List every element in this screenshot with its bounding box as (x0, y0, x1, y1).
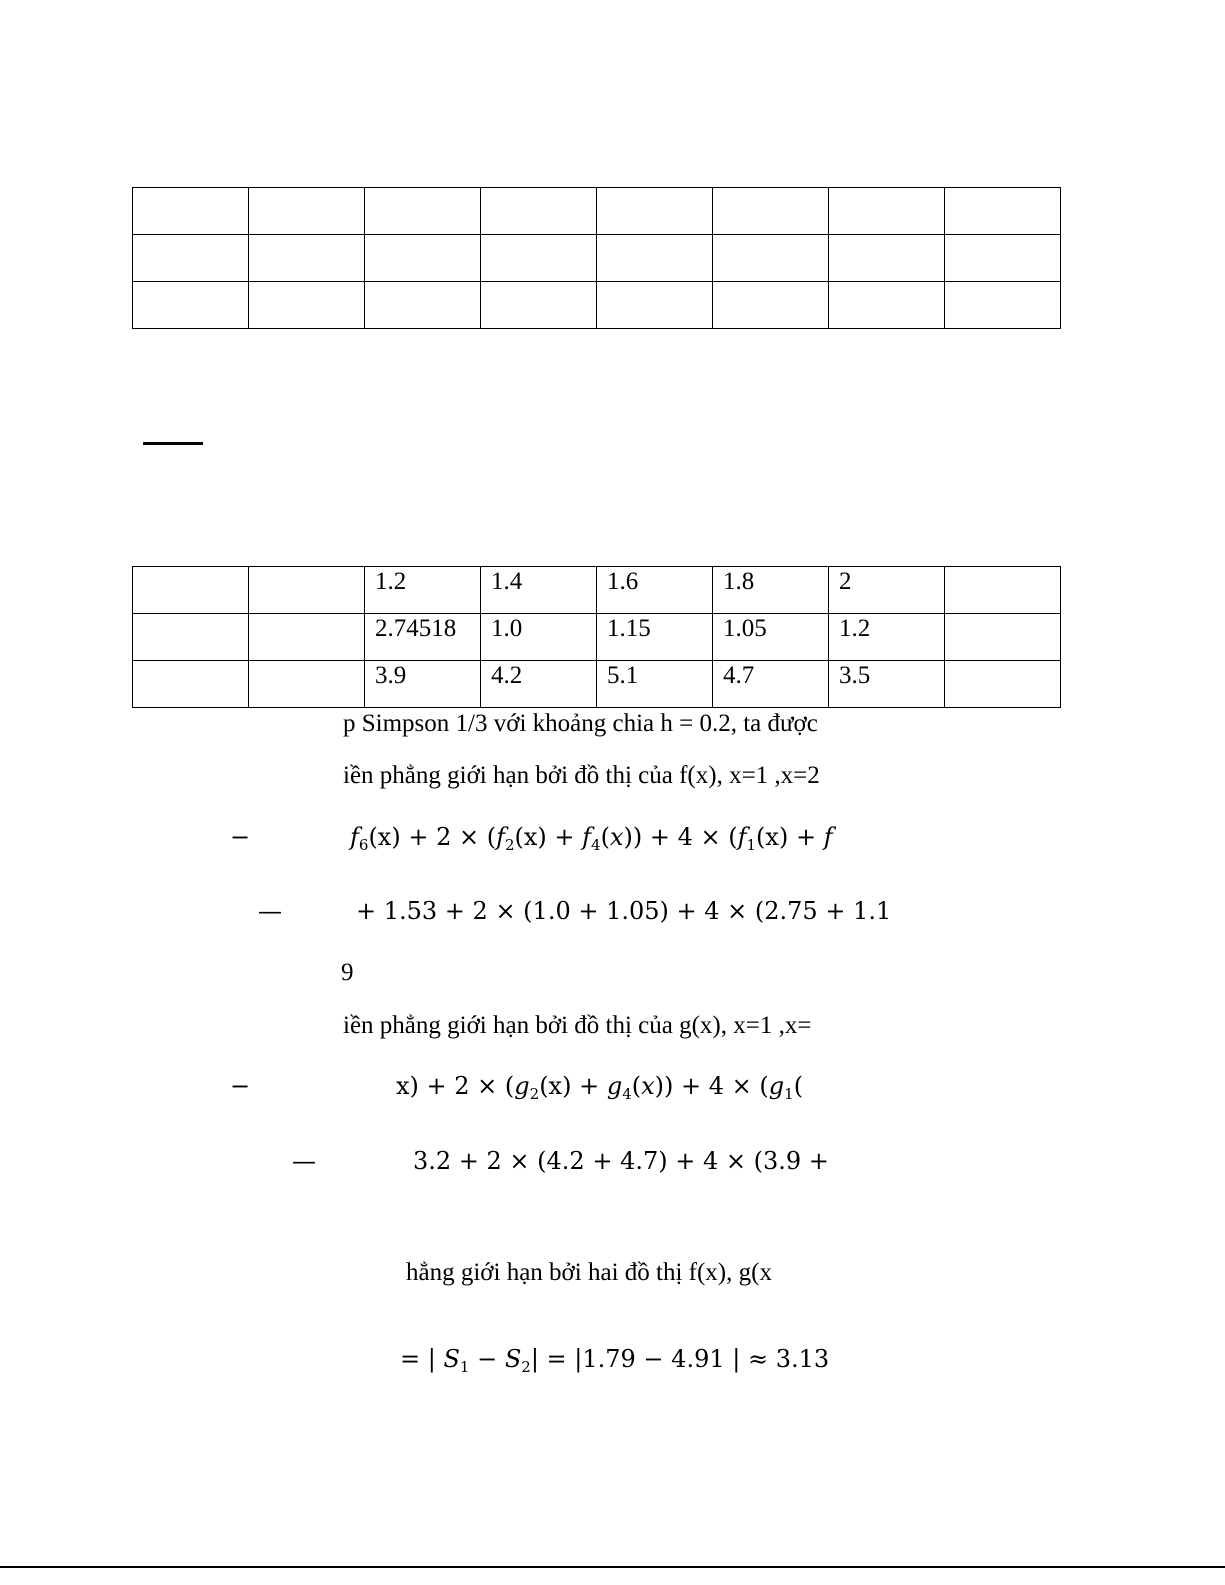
table-cell (133, 235, 249, 282)
area-g-intro-text: iền phẳng giới hạn bởi đồ thị của g(x), x=1 ,x= (343, 1012, 812, 1039)
simpson-intro-text: p Simpson 1/3 với khoảng chia h = 0.2, ta được (343, 710, 818, 737)
table-cell (945, 567, 1061, 614)
fraction-dash: — (292, 1147, 316, 1175)
table-row (133, 661, 1061, 708)
table-cell (481, 235, 597, 282)
minus-sign: − (230, 1072, 251, 1100)
table-row (133, 188, 1061, 235)
table-cell (249, 188, 365, 235)
table-cell (829, 235, 945, 282)
table-cell: 1.6 (597, 567, 713, 614)
area-f-intro-text: iền phẳng giới hạn bởi đồ thị của f(x), x=1 ,x=2 (343, 762, 820, 789)
table-cell (249, 235, 365, 282)
page-bottom-border (0, 1566, 1225, 1568)
table-cell: 3.9 (365, 661, 481, 708)
table-row (133, 235, 1061, 282)
area-result-formula: = | $S_1 - S_2| = |1.79 - 4.91$ | ≈ 3.13 (400, 1345, 830, 1376)
table-cell (133, 567, 249, 614)
table-cell: 1.8 (713, 567, 829, 614)
empty-table (132, 187, 1061, 329)
table-cell (945, 661, 1061, 708)
table-cell (597, 235, 713, 282)
table-cell (481, 188, 597, 235)
table-cell (365, 235, 481, 282)
table-cell (945, 614, 1061, 661)
table-cell (249, 567, 365, 614)
table-cell (133, 282, 249, 329)
table-cell: 1.05 (713, 614, 829, 661)
table-cell (249, 282, 365, 329)
table-cell (829, 282, 945, 329)
area-fg-intro-text: hẳng giới hạn bởi hai đồ thị f(x), g(x (406, 1259, 772, 1286)
table-cell (481, 282, 597, 329)
f-numeric-formula: + 1.53 + 2 × (1.0 + 1.05) + 4 × (2.75 + 1.1 (356, 897, 892, 925)
table-cell (945, 282, 1061, 329)
table-cell (365, 282, 481, 329)
table-cell (597, 282, 713, 329)
fraction-dash: — (258, 897, 282, 925)
table-cell: 2.74518 (365, 614, 481, 661)
table-cell (365, 188, 481, 235)
table-cell: 1.15 (597, 614, 713, 661)
table-cell: 3.5 (829, 661, 945, 708)
table-cell (249, 661, 365, 708)
table-cell: 1.2 (829, 614, 945, 661)
table-cell: 4.7 (713, 661, 829, 708)
table-cell (133, 661, 249, 708)
table-cell (945, 188, 1061, 235)
table-cell (133, 614, 249, 661)
table-cell: 4.2 (481, 661, 597, 708)
table-row (133, 567, 1061, 614)
table-cell (133, 188, 249, 235)
g-simpson-formula: $x) + 2 \times (g_2(x) + g_4(x)) + 4 \times (g_1$( (396, 1072, 804, 1103)
table-cell: 1.0 (481, 614, 597, 661)
table-cell (597, 188, 713, 235)
heading-underline (143, 442, 203, 445)
data-table (132, 566, 1061, 708)
table-row (133, 282, 1061, 329)
table-cell: 2 (829, 567, 945, 614)
table-cell (945, 235, 1061, 282)
table-cell (713, 282, 829, 329)
table-cell: 5.1 (597, 661, 713, 708)
table-cell (829, 188, 945, 235)
table-cell: 1.2 (365, 567, 481, 614)
g-numeric-formula: 3.2 + 2 × (4.2 + 4.7) + 4 × (3.9 + (413, 1147, 829, 1175)
f-simpson-formula: $f_6(x) + 2 \times (f_2(x) + f_4(x)) + 4 \times (f_1(x) + f$ (350, 823, 833, 854)
table-cell (713, 188, 829, 235)
table-row (133, 614, 1061, 661)
table-cell (249, 614, 365, 661)
table-cell (713, 235, 829, 282)
table-cell: 1.4 (481, 567, 597, 614)
fragment-text: 9 (341, 959, 354, 986)
minus-sign: − (230, 823, 251, 851)
